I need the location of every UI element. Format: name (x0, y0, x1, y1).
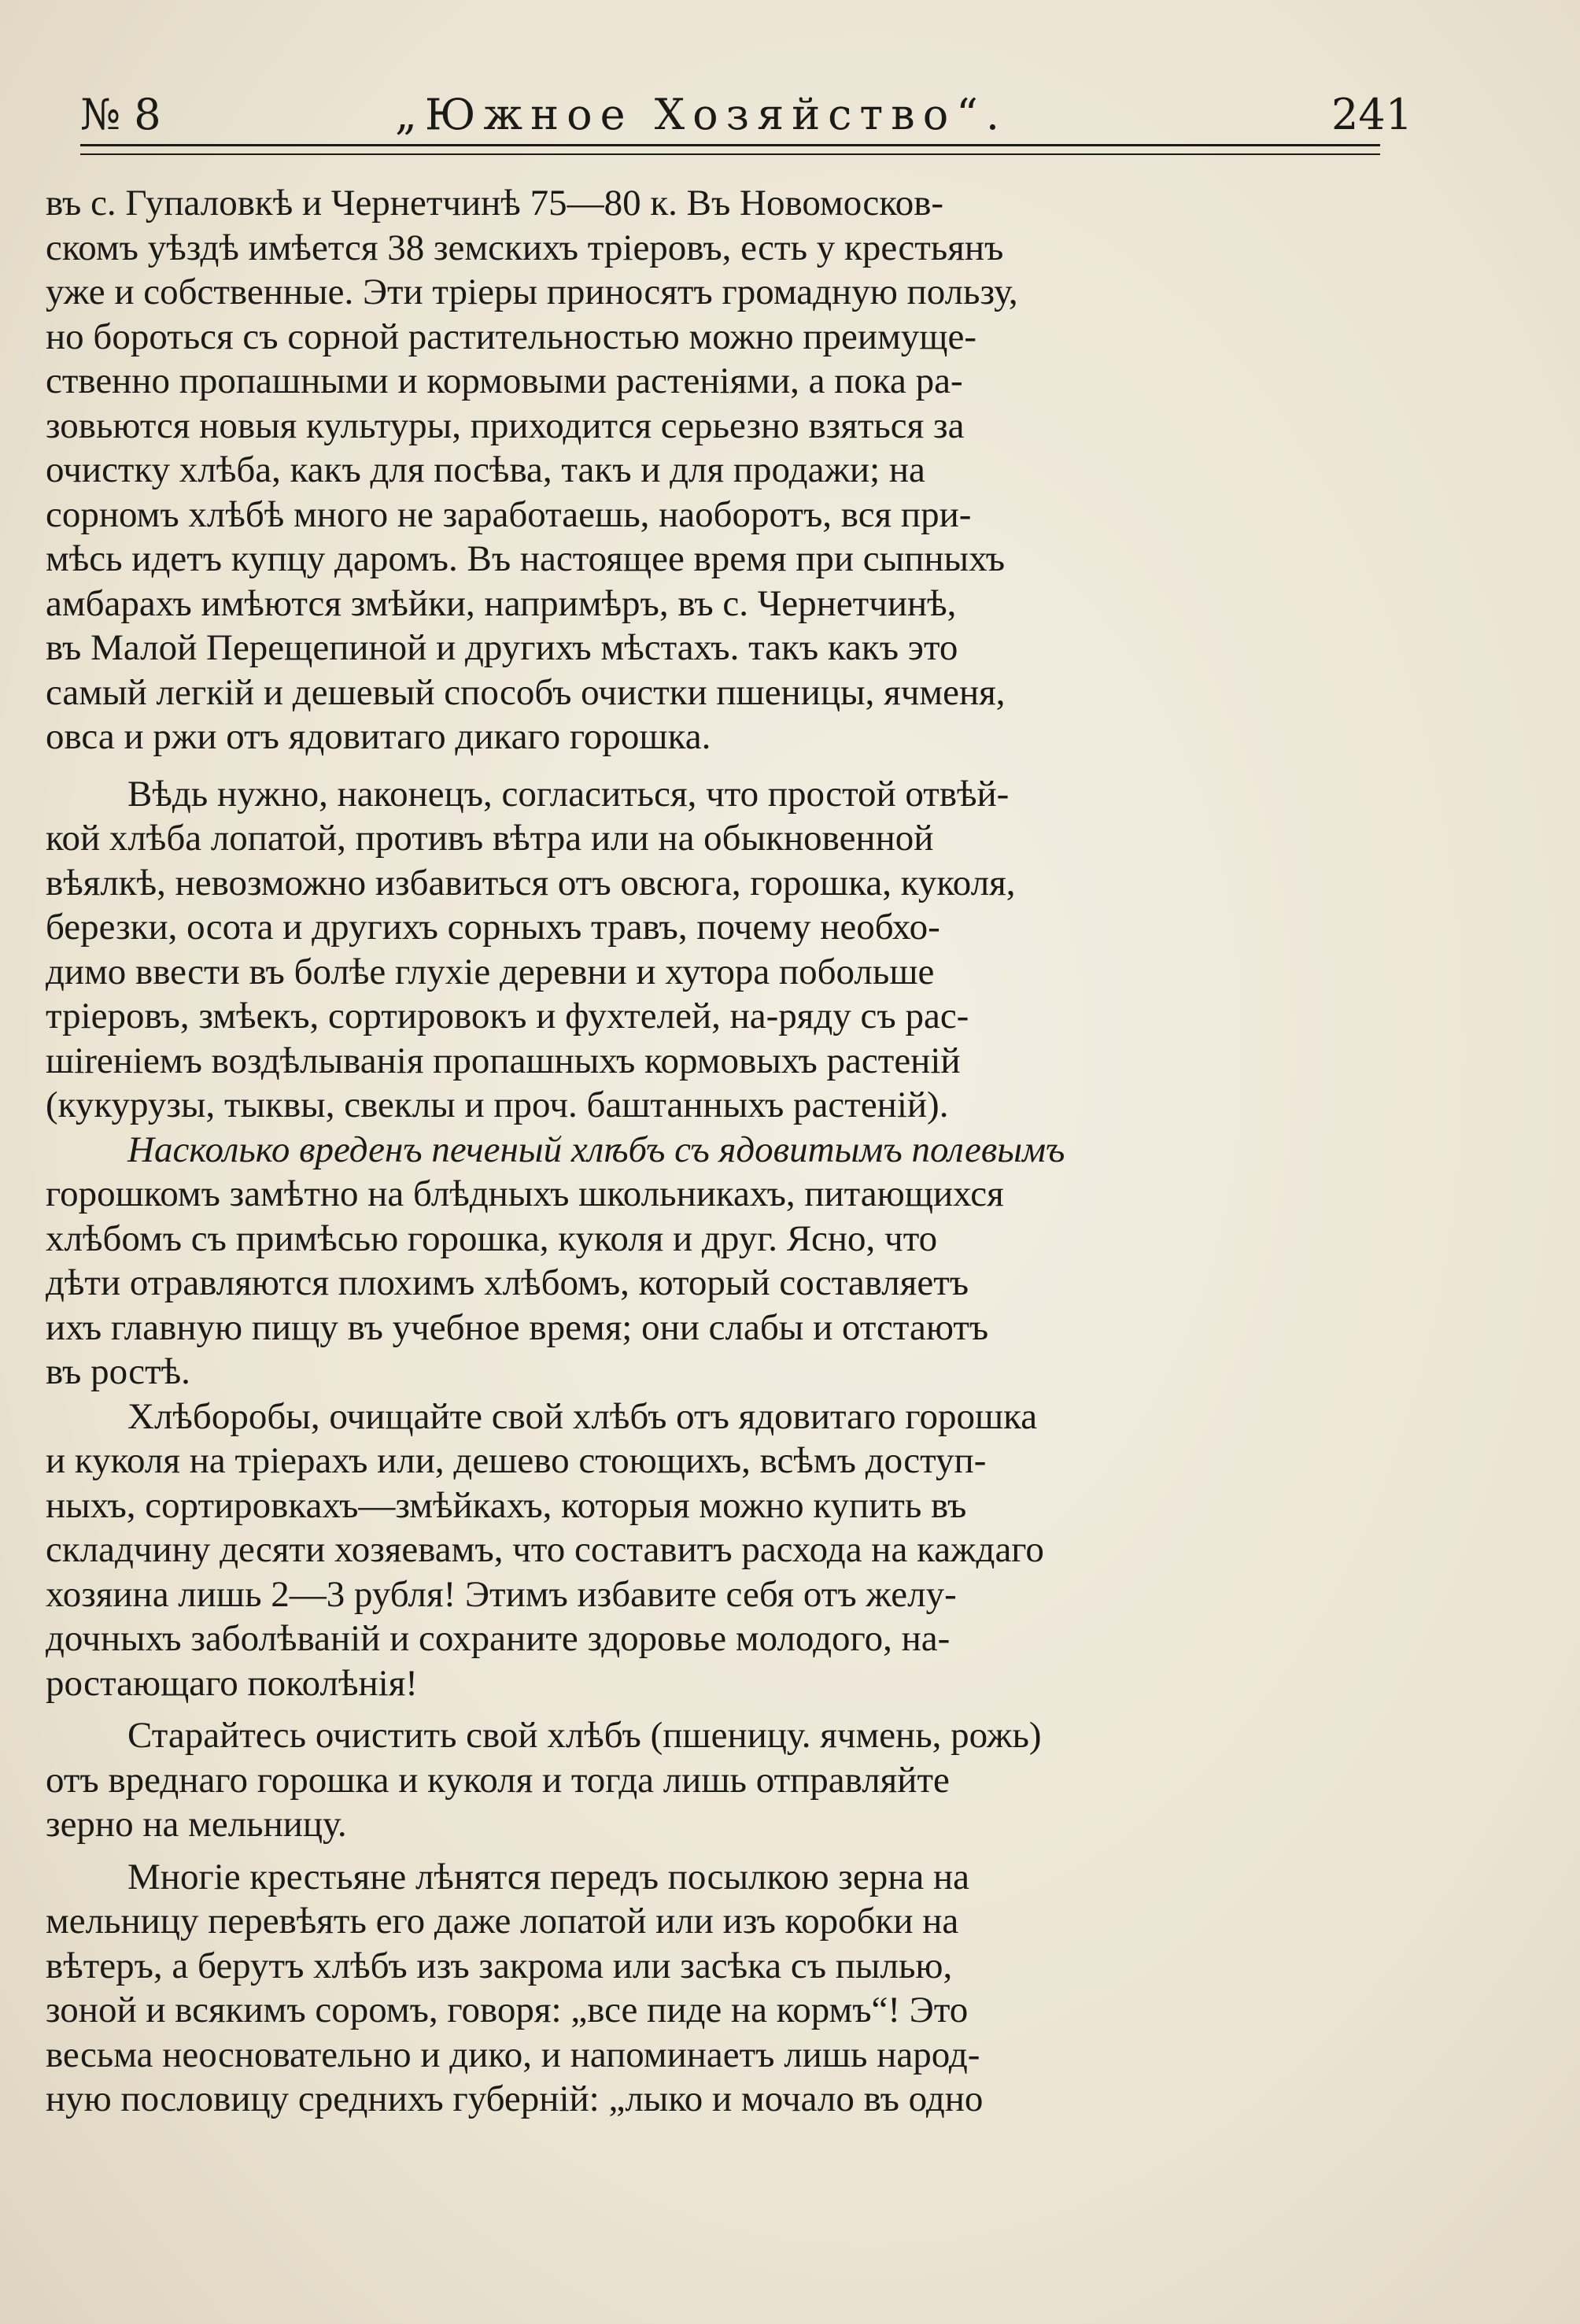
text-line: зоной и всякимъ соромъ, говоря: „все пиде на кормъ“! Это (46, 1990, 969, 2030)
text-line: очистку хлѣба, какъ для посѣва, такъ и для продажи; на (46, 449, 925, 490)
text-line: хлѣбомъ съ примѣсью горошка, куколя и друг. Ясно, что (46, 1217, 938, 1259)
text-line: зовьются новыя культуры, приходится серьезно взяться за (46, 405, 965, 446)
text-line: тріеровъ, змѣекъ, сортировокъ и фухтелей, на-ряду съ рас- (46, 996, 969, 1036)
paragraph-start-line: Хлѣборобы, очищайте свой хлѣбъ отъ ядовитаго горошка (127, 1395, 1038, 1437)
text-line: скомъ уѣздѣ имѣется 38 земскихъ тріеровъ, есть у крестьянъ (46, 227, 1004, 268)
text-line: сорномъ хлѣбѣ много не заработаешь, наоборотъ, вся при- (46, 493, 972, 535)
article-body (46, 181, 1407, 2122)
text-line: и куколя на тріерахъ или, дешево стоющихъ, всѣмъ доступ- (46, 1440, 987, 1481)
text-line: зерно на мельницу. (46, 1804, 347, 1845)
paragraph-start-line: Многіе крестьяне лѣнятся передъ посылкою зерна на (127, 1856, 970, 1897)
text-line: ственно пропашными и кормовыми растеніями, а пока ра- (46, 360, 963, 401)
text-line: овса и ржи отъ ядовитаго дикаго горошка. (46, 716, 711, 757)
text-line: ныхъ, сортировкахъ—змѣйкахъ, которыя можно купить въ (46, 1484, 967, 1526)
italic-paragraph-start-line: Насколько вреденъ печеный хлѣбъ съ ядовитымъ полевымъ (127, 1129, 1065, 1170)
text-line: дочныхъ заболѣваній и сохраните здоровье молодого, на- (46, 1618, 951, 1659)
paragraph-start-line: Старайтесь очистить свой хлѣбъ (пшеницу. ячмень, рожь) (127, 1715, 1042, 1756)
text-line: самый легкій и дешевый способъ очистки пшеницы, ячменя, (46, 671, 1006, 713)
text-line: ихъ главную пищу въ учебное время; они слабы и отстаютъ (46, 1306, 989, 1348)
page-number: 241 (1331, 90, 1413, 139)
text-line: въ ростѣ. (46, 1351, 190, 1392)
text-line: ростающаго поколѣнія! (46, 1662, 418, 1704)
page-header (80, 79, 1413, 150)
text-line: вѣтеръ, а берутъ хлѣбъ изъ закрома или засѣка съ пылью, (46, 1945, 953, 1986)
text-line: отъ вреднаго горошка и куколя и тогда лишь отправляйте (46, 1759, 950, 1801)
text-line: амбарахъ имѣются змѣйки, напримѣръ, въ с. Чернетчинѣ, (46, 582, 957, 624)
text-line: димо ввести въ болѣе глухіе деревни и хутора побольше (46, 951, 935, 992)
text-line: горошкомъ замѣтно на блѣдныхъ школьникахъ, питающихся (46, 1173, 1004, 1214)
text-line: мѣсь идетъ купцу даромъ. Въ настоящее время при сыпныхъ (46, 538, 1006, 579)
text-line: березки, осота и другихъ сорныхъ травъ, почему необхо- (46, 907, 940, 948)
text-line: шireніемъ воздѣлыванія пропашныхъ кормовыхъ растеній (46, 1040, 961, 1081)
text-line: вѣялкѣ, невозможно избавиться отъ овсюга, горошка, куколя, (46, 862, 1016, 903)
text-line: кой хлѣба лопатой, противъ вѣтра или на обыкновенной (46, 818, 934, 859)
text-line: въ с. Гупаловкѣ и Чернетчинѣ 75—80 к. Въ Новомосков- (46, 183, 944, 224)
text-line: уже и собственные. Эти тріеры приносятъ громадную пользу, (46, 272, 1018, 312)
text-line: мельницу перевѣять его даже лопатой или изъ коробки на (46, 1901, 959, 1942)
text-line: складчину десяти хозяевамъ, что составитъ расхода на каждаго (46, 1529, 1044, 1570)
text-line: въ Малой Перещепиной и другихъ мѣстахъ. такъ какъ это (46, 627, 958, 668)
text-line: (кукурузы, тыквы, свеклы и проч. баштанныхъ растеній). (46, 1084, 949, 1125)
issue-number: № 8 (80, 90, 161, 139)
paragraph-start-line: Вѣдь нужно, наконецъ, согласиться, что простой отвѣй- (127, 773, 1010, 815)
text-line: хозяина лишь 2—3 рубля! Этимъ избавите себя отъ желу- (46, 1573, 957, 1615)
text-line: ную пословицу среднихъ губерній: „лыко и мочало въ одно (46, 2078, 984, 2119)
text-line: но бороться съ сорной растительностью можно преимуще- (46, 316, 977, 357)
text-line: дѣти отравляются плохимъ хлѣбомъ, который составляетъ (46, 1262, 969, 1303)
text-line: весьма неосновательно и дико, и напоминаетъ лишь народ- (46, 2034, 980, 2075)
journal-title: „Южное Хозяйство“. (395, 90, 1007, 139)
header-double-rule (80, 144, 1380, 155)
